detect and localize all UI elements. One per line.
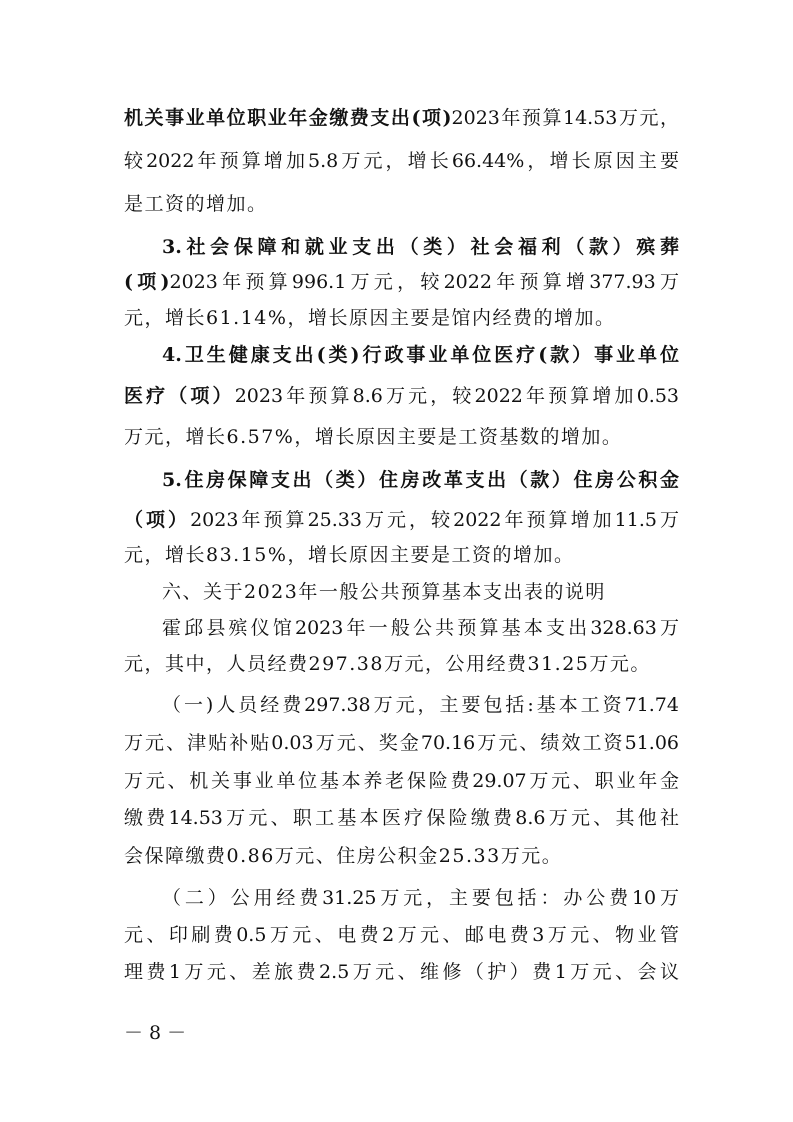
line-text: 2023年预算25.33万元，较2022年预算增加11.5万 — [190, 509, 679, 531]
line-text: 万元、机关事业单位基本养老保险费29.07万元、职业年金 — [124, 770, 679, 792]
bold-heading: 3.社会保障和就业支出（类）社会福利（款）殡葬 — [162, 236, 679, 258]
bold-heading: 5.住房保障支出（类）住房改革支出（款）住房公积金 — [162, 469, 679, 491]
bold-heading: （项） — [124, 509, 191, 531]
text-line — [124, 189, 679, 219]
line-text: 霍邱县殡仪馆2023年一般公共预算基本支出328.63万 — [162, 617, 679, 639]
text-line — [124, 381, 679, 411]
line-text: （二）公用经费31.25万元，主要包括：办公费10万 — [162, 887, 679, 909]
text-line — [124, 841, 679, 871]
text-line — [162, 340, 679, 370]
line-text: 元、印刷费0.5万元、电费2万元、邮电费3万元、物业管 — [124, 924, 679, 946]
text-line — [124, 146, 679, 176]
text-line — [124, 728, 679, 758]
text-line — [124, 649, 679, 679]
text-line — [124, 540, 679, 570]
text-line — [124, 505, 679, 535]
text-line — [162, 465, 679, 495]
text-line — [162, 613, 679, 643]
text-line — [124, 422, 679, 452]
page-number: － 8 － — [124, 1022, 187, 1044]
line-text: 万元，增长6.57%，增长原因主要是工资基数的增加。 — [124, 426, 623, 448]
line-text: 元，增长83.15%，增长原因主要是工资的增加。 — [124, 544, 575, 566]
text-line — [124, 766, 679, 796]
line-text: 理费1万元、差旅费2.5万元、维修（护）费1万元、会议 — [124, 961, 679, 983]
line-text: 会保障缴费0.86万元、住房公积金25.33万元。 — [124, 845, 563, 867]
line-text: 缴费14.53万元、职工基本医疗保险缴费8.6万元、其他社 — [124, 807, 679, 829]
line-text: 2023年预算8.6万元，较2022年预算增加0.53 — [234, 385, 679, 407]
text-line — [124, 303, 679, 333]
text-line — [124, 803, 679, 833]
text-line — [162, 690, 679, 720]
text-line — [162, 883, 679, 913]
line-text: 万元、津贴补贴0.03万元、奖金70.16万元、绩效工资51.06 — [124, 732, 679, 754]
text-line — [124, 103, 679, 133]
text-line — [124, 957, 679, 987]
text-line — [124, 920, 679, 950]
line-text: 是工资的增加。 — [124, 193, 268, 215]
bold-heading: (项) — [124, 271, 170, 293]
bold-heading: 医疗（项） — [124, 385, 235, 407]
bold-heading: 机关事业单位职业年金缴费支出(项) — [124, 107, 452, 129]
line-text: （一)人员经费297.38万元，主要包括:基本工资71.74 — [162, 694, 679, 716]
line-text: 元，增长61.14%，增长原因主要是馆内经费的增加。 — [124, 307, 616, 329]
bold-heading: 4.卫生健康支出(类)行政事业单位医疗(款）事业单位 — [162, 344, 679, 366]
line-text: 元，其中，人员经费297.38万元，公用经费31.25万元。 — [124, 653, 651, 675]
line-text: 六、关于2023年一般公共预算基本支出表的说明 — [162, 581, 606, 603]
text-line — [162, 232, 679, 262]
section-heading — [162, 577, 679, 607]
line-text: 2023年预算996.1万元，较2022年预算增377.93万 — [169, 271, 679, 293]
text-line — [124, 267, 679, 297]
line-text: 2023年预算14.53万元， — [451, 107, 679, 129]
line-text: 较2022年预算增加5.8万元，增长66.44%，增长原因主要 — [124, 150, 679, 172]
